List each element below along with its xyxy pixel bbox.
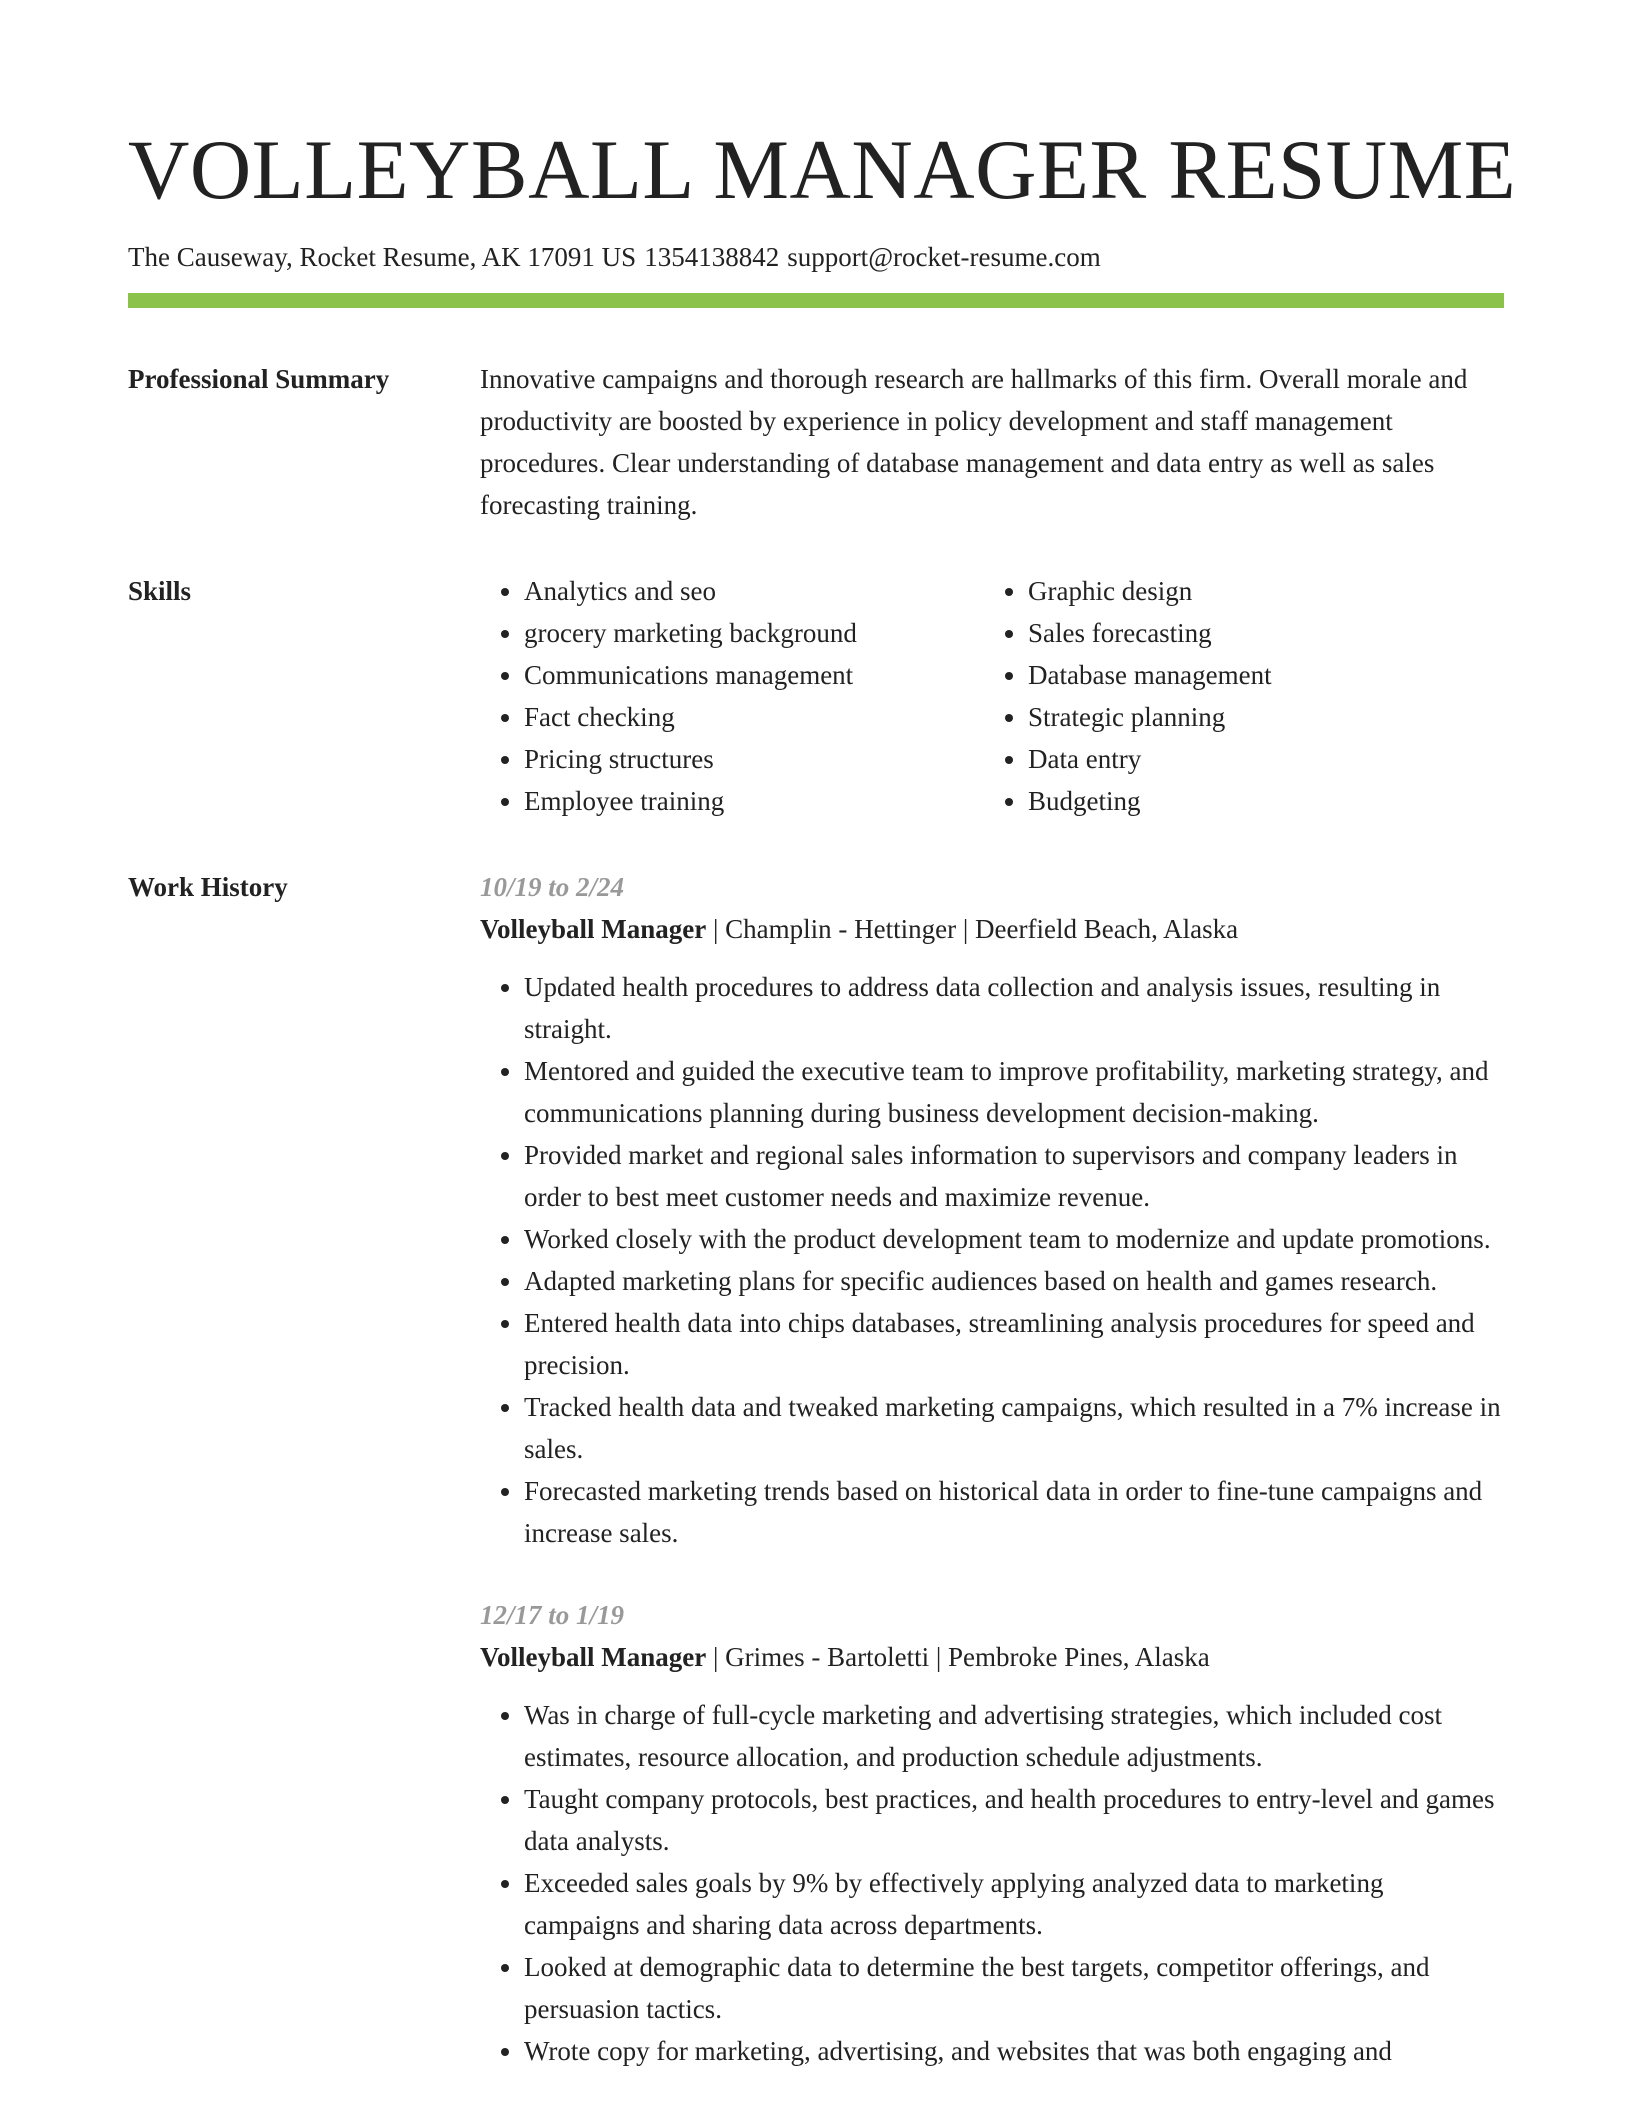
job-bullets — [480, 966, 1504, 1554]
job-title-line — [480, 908, 1504, 950]
contact-address: The Causeway, Rocket Resume, AK 17091 US — [128, 242, 637, 272]
skills-heading: Skills — [128, 576, 192, 606]
job-bullet: • Updated health procedures to address data collection and analysis issues, resulting in straight. — [524, 966, 1504, 1050]
skill-item: • Employee training — [524, 780, 984, 822]
skill-item: • Budgeting — [1028, 780, 1528, 822]
job-bullet: • Provided market and regional sales information to supervisors and company leaders in order to best meet customer needs and maximize revenue. — [524, 1134, 1504, 1218]
contact-line — [128, 240, 1504, 274]
header-divider — [128, 293, 1504, 308]
summary-section — [128, 358, 1504, 526]
job-bullet: • Entered health data into chips databases, streamlining analysis procedures for speed and precision. — [524, 1302, 1504, 1386]
skill-item: • Pricing structures — [524, 738, 984, 780]
work-history-section — [128, 866, 1504, 2112]
job-title: Volleyball Manager — [480, 1642, 707, 1672]
job-bullets — [480, 1694, 1504, 2072]
job-bullet: • Wrote copy for marketing, advertising, and websites that was both engaging and — [524, 2030, 1504, 2072]
skill-item: • Fact checking — [524, 696, 984, 738]
skills-list-left — [480, 570, 984, 822]
job-bullet: • Forecasted marketing trends based on historical data in order to fine-tune campaigns and increase sales. — [524, 1470, 1504, 1554]
skill-item: • Data entry — [1028, 738, 1528, 780]
skill-item: • Database management — [1028, 654, 1528, 696]
contact-phone: 1354138842 — [644, 242, 780, 272]
summary-text: Innovative campaigns and thorough research are hallmarks of this firm. Overall morale and productivity are boosted by experience in policy development and staff management procedures. Clear understanding of database management and data entry as well as sales forecasting training. — [480, 364, 1468, 520]
skills-list-right — [984, 570, 1528, 822]
job-dates: 10/19 to 2/24 — [480, 872, 625, 902]
skill-item: • Sales forecasting — [1028, 612, 1528, 654]
job-bullet: • Was in charge of full-cycle marketing and advertising strategies, which included cost estimates, resource allocation, and production schedule adjustments. — [524, 1694, 1504, 1778]
skill-item: • grocery marketing background — [524, 612, 984, 654]
job-bullet: • Tracked health data and tweaked marketing campaigns, which resulted in a 7% increase in sales. — [524, 1386, 1504, 1470]
job-bullet: • Taught company protocols, best practices, and health procedures to entry-level and games data analysts. — [524, 1778, 1504, 1862]
skill-item: • Analytics and seo — [524, 570, 984, 612]
job-bullet: • Looked at demographic data to determine the best targets, competitor offerings, and persuasion tactics. — [524, 1946, 1504, 2030]
job-title-line — [480, 1636, 1504, 1678]
skills-section — [128, 570, 1504, 822]
job-separator: | — [713, 914, 719, 944]
skill-item: • Strategic planning — [1028, 696, 1528, 738]
work-history-heading: Work History — [128, 872, 288, 902]
job-separator: | — [935, 1642, 942, 1672]
job-bullet: • Worked closely with the product development team to modernize and update promotions. — [524, 1218, 1504, 1260]
job-company: Grimes - Bartoletti — [725, 1642, 930, 1672]
job-title: Volleyball Manager — [480, 914, 707, 944]
job-company: Champlin - Hettinger — [725, 914, 957, 944]
resume-page — [128, 0, 1517, 2112]
job-bullet: • Adapted marketing plans for specific audiences based on health and games research. — [524, 1260, 1504, 1302]
job-location: Pembroke Pines, Alaska — [948, 1642, 1210, 1672]
job-dates: 12/17 to 1/19 — [480, 1600, 625, 1630]
skill-item: • Graphic design — [1028, 570, 1528, 612]
job-entry — [480, 1594, 1504, 2072]
job-location: Deerfield Beach, Alaska — [975, 914, 1239, 944]
job-separator: | — [962, 914, 969, 944]
job-bullet: • Exceeded sales goals by 9% by effectively applying analyzed data to marketing campaigns and sharing data across departments. — [524, 1862, 1504, 1946]
job-separator: | — [713, 1642, 719, 1672]
skill-item: • Communications management — [524, 654, 984, 696]
summary-heading: Professional Summary — [128, 364, 390, 394]
contact-email: support@rocket-resume.com — [787, 242, 1101, 272]
job-bullet: • Mentored and guided the executive team to improve profitability, marketing strategy, and communications planning during business development decision-making. — [524, 1050, 1504, 1134]
job-entry — [480, 866, 1504, 1554]
resume-title: VOLLEYBALL MANAGER RESUME — [128, 123, 1517, 217]
